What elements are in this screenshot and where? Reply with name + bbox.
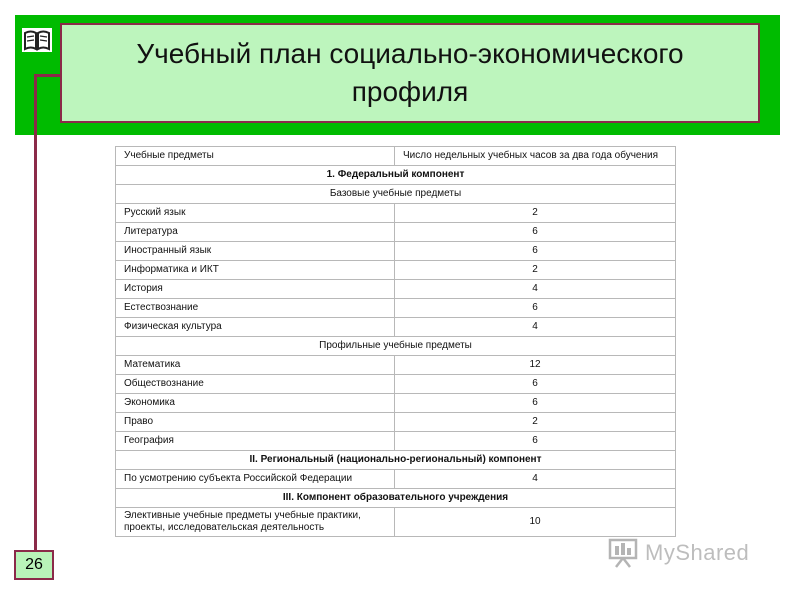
table-row [116,261,676,280]
slide-number: 26 [14,550,54,580]
subject-hours: 2 [395,413,676,432]
subject-hours: 6 [395,375,676,394]
table-header-row [116,147,676,166]
book-icon [22,28,52,52]
connector-line-horizontal [34,74,62,77]
subsection-basic: Базовые учебные предметы [116,185,676,204]
table-row [116,375,676,394]
subject-hours: 4 [395,280,676,299]
subject-hours: 6 [395,242,676,261]
header-subjects: Учебные предметы [116,147,395,166]
subject-hours: 12 [395,356,676,375]
subject-hours: 2 [395,261,676,280]
subject-hours: 10 [395,508,676,537]
subject-name: Право [116,413,395,432]
section-federal: 1. Федеральный компонент [116,166,676,185]
watermark-text: MyShared [645,540,750,565]
subject-name: Математика [116,356,395,375]
table-row [116,299,676,318]
subject-name: Естествознание [116,299,395,318]
watermark [607,538,749,568]
table-row [116,204,676,223]
subject-name: Русский язык [116,204,395,223]
subject-name: Литература [116,223,395,242]
section-school: III. Компонент образовательного учреждения [116,489,676,508]
subject-name: Иностранный язык [116,242,395,261]
table-row [116,508,676,537]
table-row [116,318,676,337]
subsection-profile: Профильные учебные предметы [116,337,676,356]
presentation-icon [607,538,639,568]
subject-hours: 4 [395,470,676,489]
table-row [116,223,676,242]
table-row [116,394,676,413]
table-row [116,280,676,299]
subject-hours: 6 [395,299,676,318]
subject-name: По усмотрению субъекта Российской Федерации [116,470,395,489]
section-regional: II. Региональный (национально-региональный) компонент [116,451,676,470]
subject-hours: 4 [395,318,676,337]
table-row [116,470,676,489]
table-row [116,356,676,375]
subject-hours: 6 [395,394,676,413]
table-row [116,413,676,432]
subject-name: Элективные учебные предметы учебные практики, проекты, исследовательская деятельность [116,508,395,537]
subject-hours: 6 [395,432,676,451]
curriculum-table [115,146,676,537]
connector-line-vertical [34,75,37,551]
subject-name: Физическая культура [116,318,395,337]
subject-name: Обществознание [116,375,395,394]
subject-hours: 2 [395,204,676,223]
subsection-row [116,185,676,204]
subsection-row [116,337,676,356]
subject-name: География [116,432,395,451]
title-box [60,23,760,123]
table-row [116,432,676,451]
subject-name: Экономика [116,394,395,413]
subject-hours: 6 [395,223,676,242]
subject-name: История [116,280,395,299]
section-row [116,166,676,185]
header-hours: Число недельных учебных часов за два года обучения [395,147,676,166]
section-row [116,489,676,508]
subject-name: Информатика и ИКТ [116,261,395,280]
table-row [116,242,676,261]
slide-title: Учебный план социально-экономического профиля [136,38,684,107]
section-row [116,451,676,470]
